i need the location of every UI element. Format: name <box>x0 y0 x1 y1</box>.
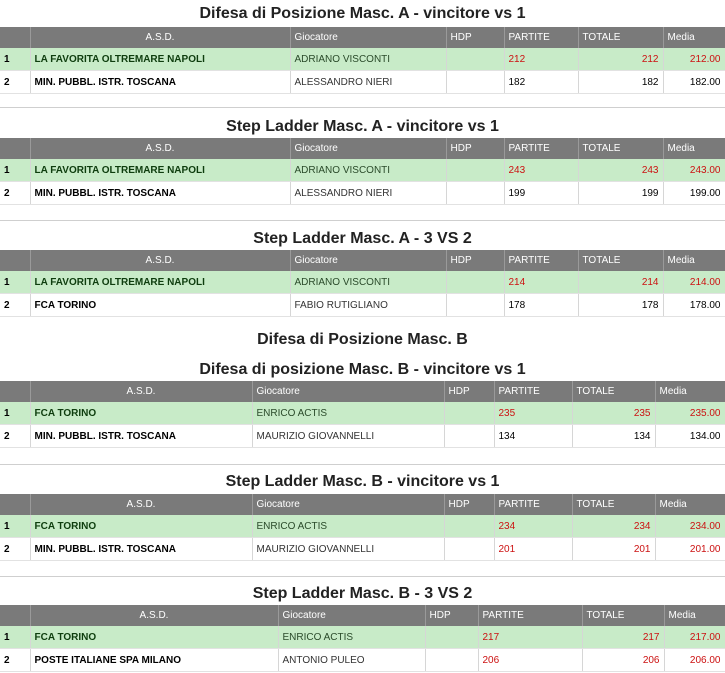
row-totale: 134 <box>572 425 655 448</box>
row-player: ENRICO ACTIS <box>252 402 444 425</box>
table-row <box>0 425 725 448</box>
header-totale: TOTALE <box>578 138 663 159</box>
table-header <box>0 494 725 515</box>
table-row <box>0 626 725 649</box>
table-row <box>0 649 725 672</box>
row-partite: 235 <box>494 402 572 425</box>
block-title: Step Ladder Masc. A - vincitore vs 1 <box>226 118 499 135</box>
row-team: MIN. PUBBL. ISTR. TOSCANA <box>30 182 290 205</box>
table-header <box>0 27 725 48</box>
table-row <box>0 48 725 71</box>
table-row <box>0 515 725 538</box>
header-giocatore: Giocatore <box>278 605 425 626</box>
row-media: 234.00 <box>655 515 725 538</box>
row-team: FCA TORINO <box>30 402 252 425</box>
row-partite: 212 <box>504 48 578 71</box>
row-media: 243.00 <box>663 159 725 182</box>
header-partite: PARTITE <box>504 250 578 271</box>
row-team: POSTE ITALIANE SPA MILANO <box>30 649 278 672</box>
header-asd: A.S.D. <box>30 494 252 515</box>
row-position: 2 <box>0 294 30 317</box>
header-media: Media <box>664 605 725 626</box>
row-media: 212.00 <box>663 48 725 71</box>
row-totale: 206 <box>582 649 664 672</box>
row-position: 2 <box>0 71 30 94</box>
results-table <box>0 381 725 448</box>
results-table <box>0 605 725 672</box>
header-partite: PARTITE <box>504 27 578 48</box>
header-hdp: HDP <box>444 494 494 515</box>
block-title: Difesa di posizione Masc. B - vincitore vs 1 <box>199 361 526 378</box>
header-asd: A.S.D. <box>30 605 278 626</box>
header-hdp: HDP <box>446 250 504 271</box>
divider <box>0 107 725 108</box>
row-totale: 182 <box>578 71 663 94</box>
header-partite: PARTITE <box>504 138 578 159</box>
row-hdp <box>444 402 494 425</box>
table-row <box>0 294 725 317</box>
row-player: ADRIANO VISCONTI <box>290 159 446 182</box>
header-totale: TOTALE <box>578 250 663 271</box>
row-team: LA FAVORITA OLTREMARE NAPOLI <box>30 271 290 294</box>
block-title: Step Ladder Masc. A - 3 VS 2 <box>253 230 472 247</box>
row-hdp <box>425 626 478 649</box>
divider <box>0 576 725 577</box>
row-totale: 243 <box>578 159 663 182</box>
header-pos <box>0 605 30 626</box>
header-partite: PARTITE <box>494 381 572 402</box>
row-hdp <box>444 425 494 448</box>
row-team: FCA TORINO <box>30 294 290 317</box>
header-pos <box>0 250 30 271</box>
header-asd: A.S.D. <box>30 27 290 48</box>
row-totale: 212 <box>578 48 663 71</box>
row-player: ALESSANDRO NIERI <box>290 71 446 94</box>
row-position: 1 <box>0 159 30 182</box>
row-position: 1 <box>0 515 30 538</box>
row-totale: 178 <box>578 294 663 317</box>
row-media: 178.00 <box>663 294 725 317</box>
row-media: 214.00 <box>663 271 725 294</box>
results-table <box>0 138 725 205</box>
row-totale: 234 <box>572 515 655 538</box>
row-position: 2 <box>0 182 30 205</box>
row-hdp <box>444 538 494 561</box>
header-partite: PARTITE <box>494 494 572 515</box>
row-partite: 206 <box>478 649 582 672</box>
table-row <box>0 538 725 561</box>
header-pos <box>0 138 30 159</box>
row-media: 217.00 <box>664 626 725 649</box>
header-giocatore: Giocatore <box>290 138 446 159</box>
header-hdp: HDP <box>446 27 504 48</box>
row-partite: 134 <box>494 425 572 448</box>
row-partite: 214 <box>504 271 578 294</box>
header-giocatore: Giocatore <box>290 250 446 271</box>
row-position: 1 <box>0 626 30 649</box>
row-totale: 201 <box>572 538 655 561</box>
row-team: FCA TORINO <box>30 626 278 649</box>
table-header <box>0 605 725 626</box>
row-player: MAURIZIO GIOVANNELLI <box>252 538 444 561</box>
row-partite: 199 <box>504 182 578 205</box>
header-totale: TOTALE <box>572 494 655 515</box>
row-partite: 182 <box>504 71 578 94</box>
row-hdp <box>446 294 504 317</box>
block-title: Difesa di Posizione Masc. A - vincitore vs 1 <box>199 5 526 22</box>
table-row <box>0 71 725 94</box>
row-player: ENRICO ACTIS <box>278 626 425 649</box>
row-partite: 234 <box>494 515 572 538</box>
row-player: ANTONIO PULEO <box>278 649 425 672</box>
row-media: 201.00 <box>655 538 725 561</box>
row-hdp <box>446 182 504 205</box>
row-team: MIN. PUBBL. ISTR. TOSCANA <box>30 71 290 94</box>
row-totale: 214 <box>578 271 663 294</box>
row-position: 1 <box>0 271 30 294</box>
header-giocatore: Giocatore <box>252 494 444 515</box>
section-title: Difesa di Posizione Masc. B <box>257 331 468 348</box>
row-totale: 217 <box>582 626 664 649</box>
header-hdp: HDP <box>446 138 504 159</box>
block-title: Step Ladder Masc. B - vincitore vs 1 <box>225 473 500 490</box>
row-media: 182.00 <box>663 71 725 94</box>
results-table <box>0 494 725 561</box>
table-row <box>0 159 725 182</box>
row-hdp <box>446 159 504 182</box>
header-giocatore: Giocatore <box>252 381 444 402</box>
row-partite: 178 <box>504 294 578 317</box>
row-position: 2 <box>0 425 30 448</box>
row-team: MIN. PUBBL. ISTR. TOSCANA <box>30 425 252 448</box>
header-pos <box>0 27 30 48</box>
header-asd: A.S.D. <box>30 381 252 402</box>
divider <box>0 220 725 221</box>
header-media: Media <box>655 381 725 402</box>
table-header <box>0 138 725 159</box>
header-asd: A.S.D. <box>30 250 290 271</box>
row-hdp <box>446 48 504 71</box>
header-partite: PARTITE <box>478 605 582 626</box>
row-player: ALESSANDRO NIERI <box>290 182 446 205</box>
row-player: ENRICO ACTIS <box>252 515 444 538</box>
row-player: MAURIZIO GIOVANNELLI <box>252 425 444 448</box>
divider <box>0 464 725 465</box>
row-team: MIN. PUBBL. ISTR. TOSCANA <box>30 538 252 561</box>
header-hdp: HDP <box>444 381 494 402</box>
row-position: 2 <box>0 538 30 561</box>
header-asd: A.S.D. <box>30 138 290 159</box>
row-media: 199.00 <box>663 182 725 205</box>
header-pos <box>0 381 30 402</box>
row-media: 235.00 <box>655 402 725 425</box>
row-partite: 201 <box>494 538 572 561</box>
header-media: Media <box>663 138 725 159</box>
row-hdp <box>425 649 478 672</box>
row-team: LA FAVORITA OLTREMARE NAPOLI <box>30 48 290 71</box>
row-partite: 243 <box>504 159 578 182</box>
row-hdp <box>446 71 504 94</box>
row-media: 206.00 <box>664 649 725 672</box>
table-row <box>0 402 725 425</box>
row-partite: 217 <box>478 626 582 649</box>
table-header <box>0 250 725 271</box>
row-media: 134.00 <box>655 425 725 448</box>
row-position: 2 <box>0 649 30 672</box>
row-player: ADRIANO VISCONTI <box>290 48 446 71</box>
header-pos <box>0 494 30 515</box>
header-giocatore: Giocatore <box>290 27 446 48</box>
block-title: Step Ladder Masc. B - 3 VS 2 <box>252 585 473 602</box>
row-player: FABIO RUTIGLIANO <box>290 294 446 317</box>
table-header <box>0 381 725 402</box>
header-hdp: HDP <box>425 605 478 626</box>
table-row <box>0 271 725 294</box>
table-row <box>0 182 725 205</box>
header-media: Media <box>663 250 725 271</box>
row-position: 1 <box>0 48 30 71</box>
row-position: 1 <box>0 402 30 425</box>
header-totale: TOTALE <box>582 605 664 626</box>
row-hdp <box>444 515 494 538</box>
header-totale: TOTALE <box>578 27 663 48</box>
header-media: Media <box>663 27 725 48</box>
row-player: ADRIANO VISCONTI <box>290 271 446 294</box>
header-totale: TOTALE <box>572 381 655 402</box>
results-table <box>0 250 725 317</box>
row-team: LA FAVORITA OLTREMARE NAPOLI <box>30 159 290 182</box>
row-totale: 199 <box>578 182 663 205</box>
header-media: Media <box>655 494 725 515</box>
row-hdp <box>446 271 504 294</box>
results-table <box>0 27 725 94</box>
row-totale: 235 <box>572 402 655 425</box>
row-team: FCA TORINO <box>30 515 252 538</box>
